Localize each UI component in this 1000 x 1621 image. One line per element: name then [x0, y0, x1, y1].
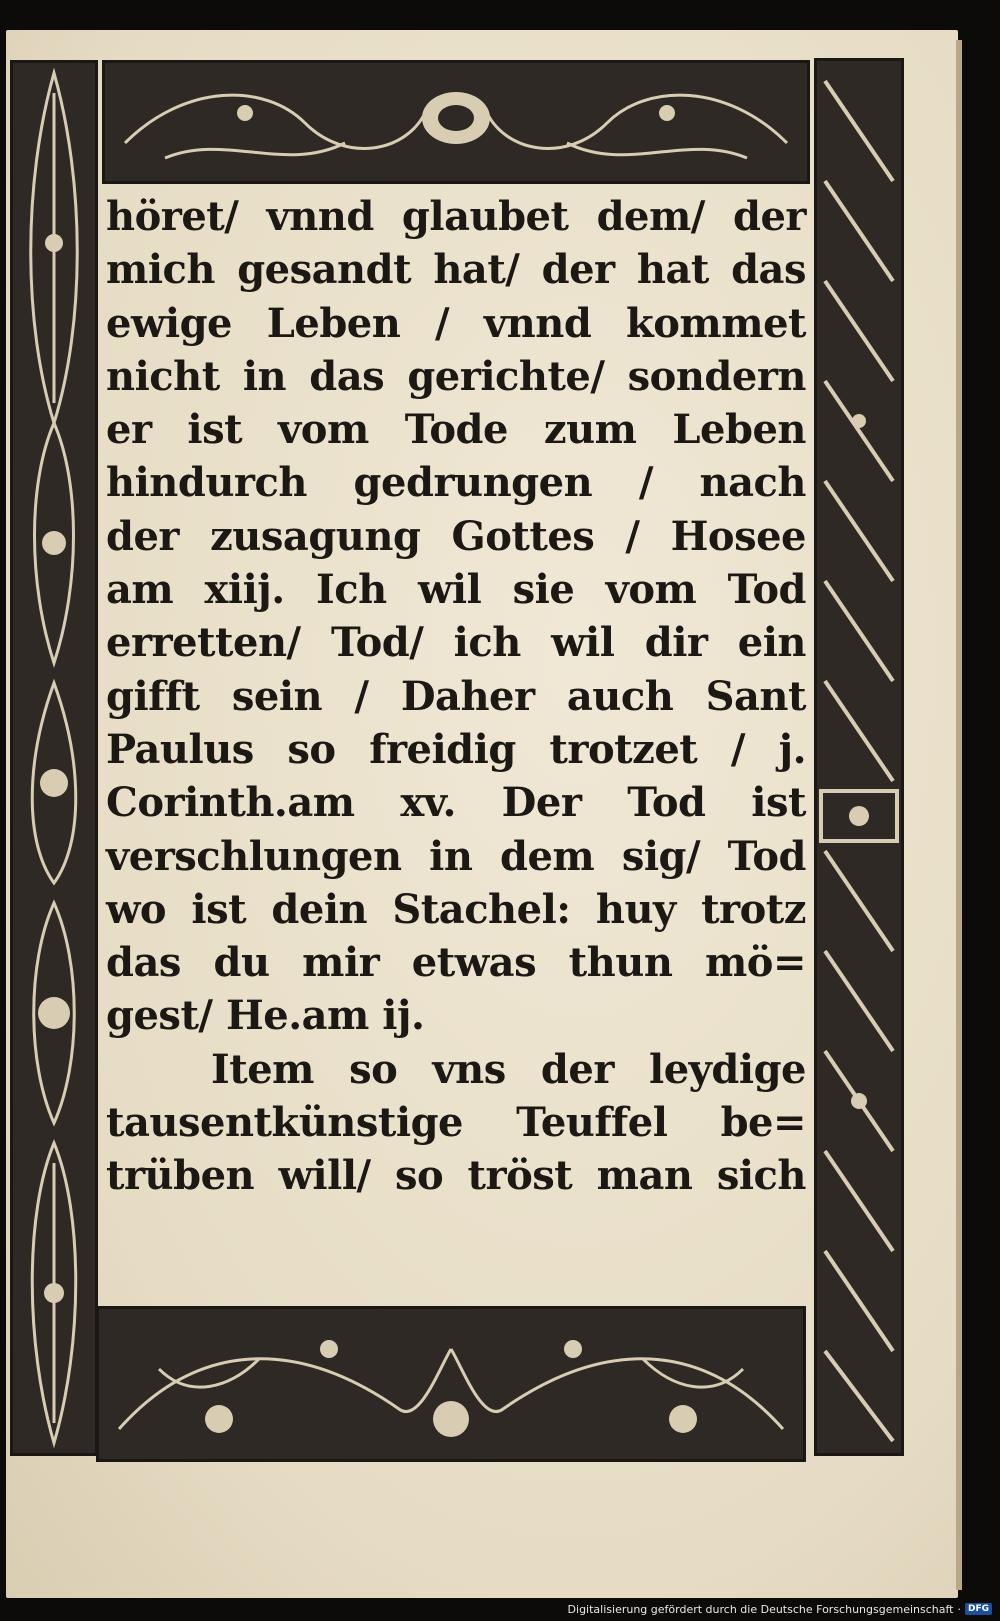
- woodcut-border-right: [814, 58, 904, 1456]
- page-edge: [956, 40, 962, 1590]
- woodcut-border-top: [102, 60, 810, 184]
- text-line: höret/ vnnd glaubet dem/ der: [106, 193, 806, 240]
- text-line: wo ist dein Stachel: huy trotz: [106, 885, 806, 933]
- text-line: gifft sein / Daher auch Sant: [106, 672, 806, 720]
- text-line: trüben will/ so tröst man sich: [106, 1152, 806, 1200]
- text-line: hindurch gedrungen / nach: [106, 459, 806, 507]
- text-line: nicht in das gerichte/ sondern: [106, 352, 806, 400]
- main-text: [106, 190, 806, 1203]
- text-line: mich gesandt hat/ der hat das: [106, 246, 806, 294]
- text-line-paragraph-start: Item so vns der leydige: [211, 1045, 806, 1093]
- text-line: er ist vom Tode zum Leben: [106, 406, 806, 454]
- text-line: erretten/ Tod/ ich wil dir ein: [106, 619, 806, 667]
- text-line: Corinth.am xv. Der Tod ist: [106, 779, 806, 827]
- footer-credit: Digitalisierung gefördert durch die Deutsche Forschungsgemeinschaft: [567, 1602, 954, 1616]
- book-page: [6, 30, 958, 1598]
- text-line: der zusagung Gottes / Hosee: [106, 512, 806, 560]
- digitization-footer: [568, 1601, 992, 1617]
- footer-separator: ·: [957, 1602, 961, 1616]
- text-line: tausentkünstige Teuffel be=: [106, 1099, 806, 1147]
- text-line: verschlungen in dem sig/ Tod: [106, 832, 806, 880]
- woodcut-border-bottom: [96, 1306, 806, 1462]
- text-line: ewige Leben / vnnd kommet: [106, 299, 806, 347]
- text-line: gest/ He.am ij.: [106, 992, 425, 1040]
- dfg-logo: DFG: [965, 1603, 992, 1615]
- text-line: das du mir etwas thun mö=: [106, 939, 806, 987]
- text-line: am xiij. Ich wil sie vom Tod: [106, 566, 806, 614]
- text-line: Paulus so freidig trotzet / j.: [106, 725, 806, 773]
- woodcut-border-left: [10, 60, 98, 1456]
